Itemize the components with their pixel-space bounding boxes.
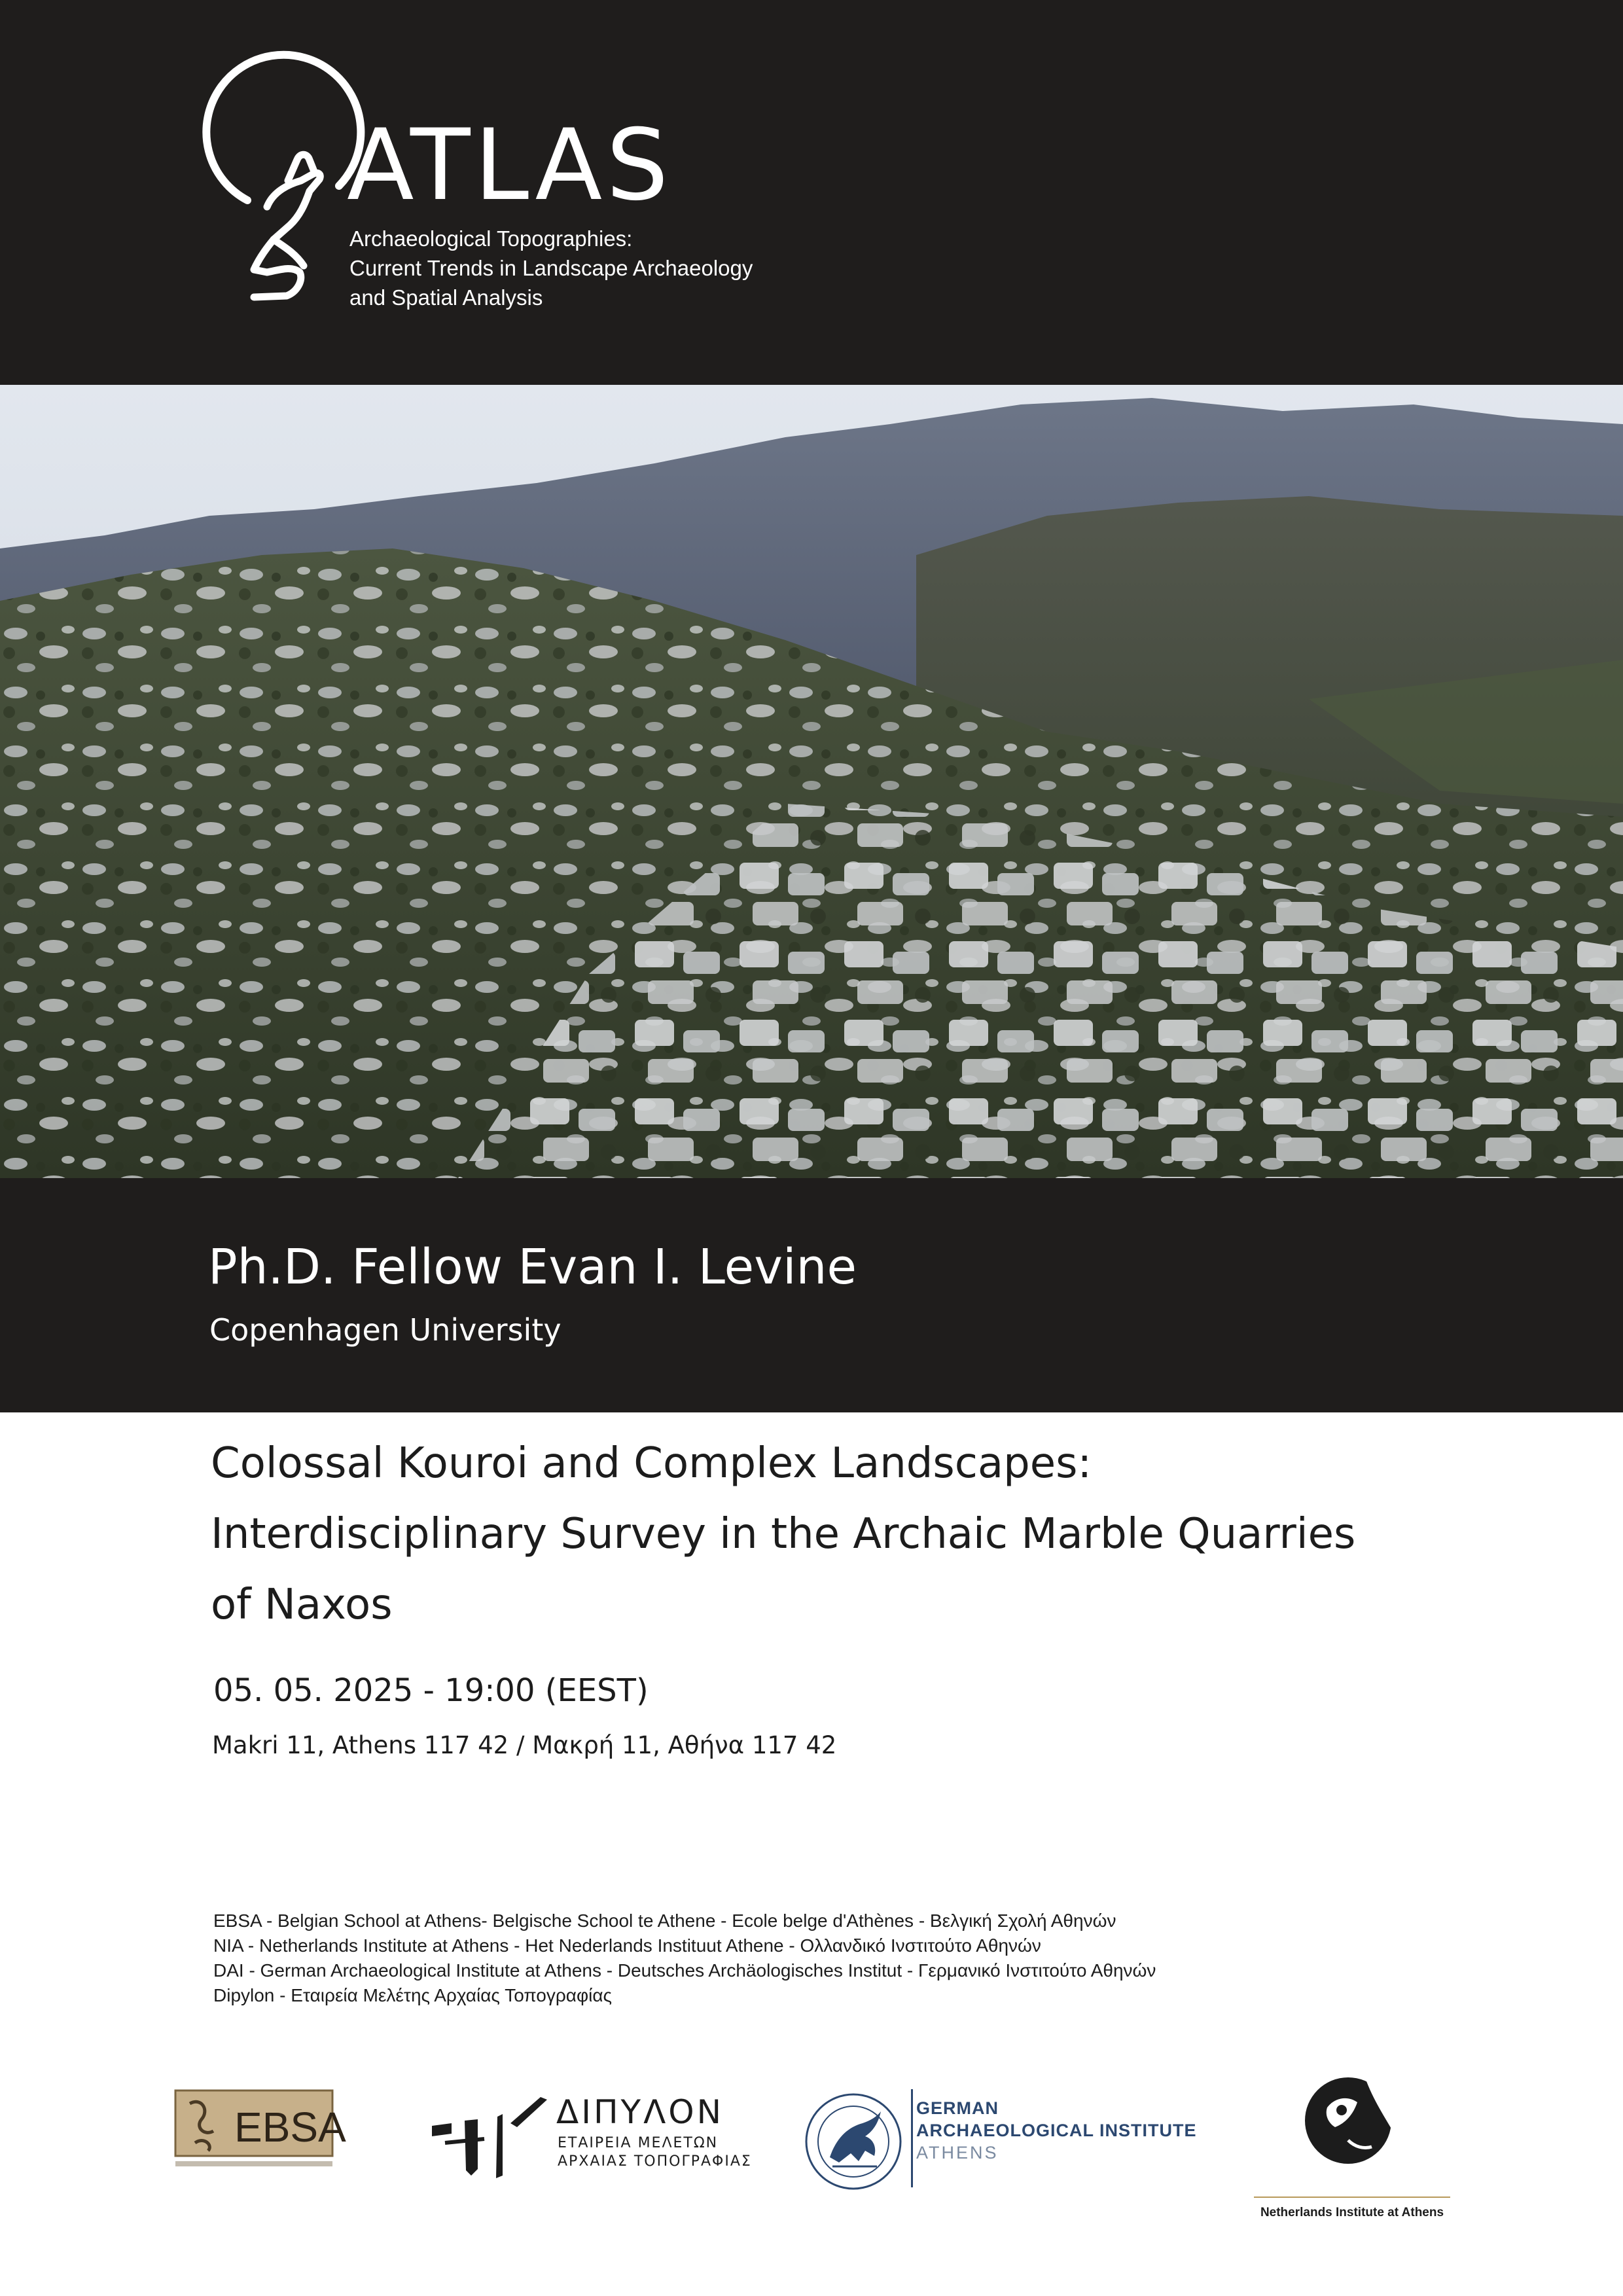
ebsa-logo (175, 2090, 346, 2187)
dai-text (916, 2097, 1197, 2164)
dipylon-line2: ΕΤΑΙΡΕΙΑ ΜΕΛΕΤΩΝ (558, 2135, 719, 2151)
event-address: Makri 11, Athens 117 42 / Μακρή 11, Αθήνα 117 42 (212, 1731, 837, 1759)
landscape-photo (0, 385, 1623, 1178)
event-datetime: 05. 05. 2025 - 19:00 (EEST) (213, 1672, 649, 1709)
atlas-subtitle-line: Archaeological Topographies: (349, 226, 633, 251)
institution-line: Dipylon - Εταιρεία Μελέτης Αρχαίας Τοπογραφίας (213, 1985, 613, 2005)
speaker-band (0, 1178, 1623, 1412)
institution-line: EBSA - Belgian School at Athens- Belgische School te Athene - Ecole belge d'Athènes - Βελγική Σχολή Αθηνών (213, 1910, 1116, 1931)
talk-title-line: of Naxos (211, 1581, 393, 1629)
atlas-subtitle-line: and Spatial Analysis (349, 285, 543, 310)
dipylon-gate-icon (425, 2084, 550, 2182)
atlas-subtitle (349, 224, 808, 312)
dai-line2: ARCHAEOLOGICAL INSTITUTE (916, 2121, 1197, 2140)
dai-seal-icon (800, 2085, 911, 2197)
nia-label: Netherlands Institute at Athens (1260, 2206, 1444, 2219)
institutions-list (213, 1909, 1522, 2008)
dai-line1: GERMAN (916, 2098, 999, 2118)
atlas-title: ATLAS (347, 109, 673, 223)
nia-owl-icon (1250, 2042, 1453, 2199)
dipylon-logo (425, 2084, 752, 2182)
dipylon-line3: ΑΡΧΑΙΑΣ ΤΟΠΟΓΡΑΦΙΑΣ (558, 2153, 752, 2170)
dipylon-name: ΔΙΠΥΛΟΝ (556, 2093, 724, 2131)
dai-line3: ATHENS (916, 2143, 999, 2162)
header-band (0, 0, 1623, 385)
speaker-name: Ph.D. Fellow Evan I. Levine (208, 1239, 857, 1295)
talk-title-line: Interdisciplinary Survey in the Archaic Marble Quarries (211, 1510, 1356, 1558)
institution-line: NIA - Netherlands Institute at Athens - Het Nederlands Instituut Athene - Ολλανδικό Ινστιτούτο Αθηνών (213, 1935, 1041, 1956)
institution-line: DAI - German Archaeological Institute at Athens - Deutsches Archäologisches Institut - Γερμανικό Ινστιτούτο Αθηνών (213, 1960, 1156, 1981)
atlas-subtitle-line: Current Trends in Landscape Archaeology (349, 256, 753, 280)
nia-logo (1250, 2042, 1453, 2232)
dai-logo (800, 2085, 1205, 2197)
talk-title-line: Colossal Kouroi and Complex Landscapes: (211, 1439, 1092, 1488)
talk-title (211, 1428, 1520, 1640)
ebsa-label: EBSA (234, 2104, 346, 2151)
speaker-affiliation: Copenhagen University (209, 1312, 562, 1348)
atlas-logo-icon (175, 76, 372, 312)
partner-logos (0, 2042, 1623, 2238)
